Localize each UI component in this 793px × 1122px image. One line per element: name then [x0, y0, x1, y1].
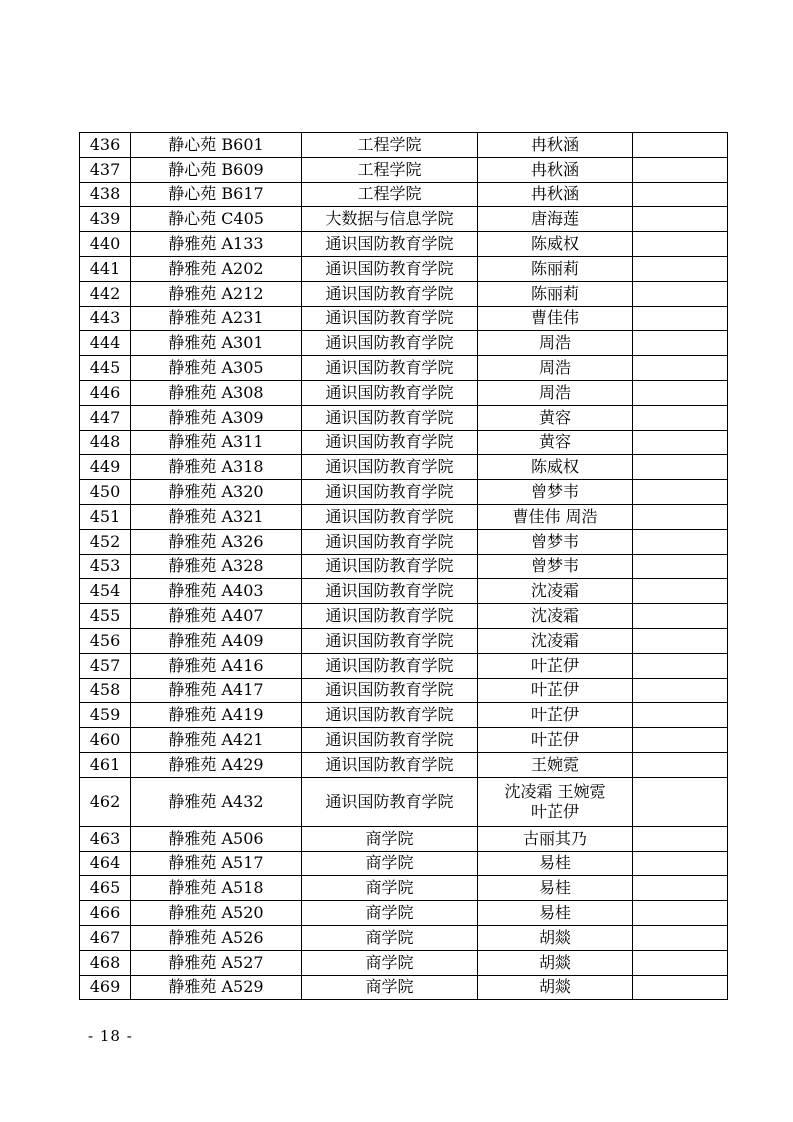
table-row [80, 306, 728, 331]
row-number-cell: 463 [80, 826, 131, 851]
room-cell: 静雅苑 A318 [131, 455, 302, 480]
row-number-cell: 465 [80, 876, 131, 901]
table-row [80, 331, 728, 356]
row-number-cell: 466 [80, 901, 131, 926]
college-cell: 通识国防教育学院 [302, 579, 478, 604]
person-cell [478, 777, 633, 826]
person-cell: 周浩 [478, 380, 633, 405]
row-number-cell: 444 [80, 331, 131, 356]
table-row [80, 728, 728, 753]
person-cell: 陈威权 [478, 455, 633, 480]
row-number-cell: 469 [80, 975, 131, 1000]
room-cell: 静雅苑 A231 [131, 306, 302, 331]
row-number-cell: 436 [80, 133, 131, 158]
college-cell: 商学院 [302, 851, 478, 876]
person-cell: 冉秋涵 [478, 133, 633, 158]
dormitory-table [79, 132, 728, 1000]
person-cell: 陈威权 [478, 232, 633, 257]
person-cell: 易桂 [478, 851, 633, 876]
college-cell: 通识国防教育学院 [302, 430, 478, 455]
note-cell [633, 306, 728, 331]
college-cell: 商学院 [302, 876, 478, 901]
college-cell: 工程学院 [302, 157, 478, 182]
room-cell: 静雅苑 A212 [131, 281, 302, 306]
person-cell: 陈丽莉 [478, 256, 633, 281]
college-cell: 通识国防教育学院 [302, 504, 478, 529]
note-cell [633, 504, 728, 529]
page-number: - 18 - [88, 1027, 133, 1045]
college-cell: 通识国防教育学院 [302, 554, 478, 579]
table-row [80, 925, 728, 950]
person-cell: 周浩 [478, 356, 633, 381]
person-cell: 易桂 [478, 876, 633, 901]
room-cell: 静雅苑 A305 [131, 356, 302, 381]
room-cell: 静雅苑 A320 [131, 480, 302, 505]
row-number-cell: 454 [80, 579, 131, 604]
table-row [80, 504, 728, 529]
room-cell: 静雅苑 A311 [131, 430, 302, 455]
college-cell: 工程学院 [302, 182, 478, 207]
row-number-cell: 446 [80, 380, 131, 405]
person-cell: 黄容 [478, 405, 633, 430]
note-cell [633, 678, 728, 703]
row-number-cell: 460 [80, 728, 131, 753]
row-number-cell: 437 [80, 157, 131, 182]
note-cell [633, 752, 728, 777]
college-cell: 商学院 [302, 901, 478, 926]
table-row [80, 678, 728, 703]
row-number-cell: 468 [80, 950, 131, 975]
table-row [80, 777, 728, 826]
room-cell: 静雅苑 A417 [131, 678, 302, 703]
college-cell: 通识国防教育学院 [302, 604, 478, 629]
table-row [80, 405, 728, 430]
college-cell: 商学院 [302, 950, 478, 975]
table-row [80, 579, 728, 604]
room-cell: 静雅苑 A506 [131, 826, 302, 851]
table-row [80, 529, 728, 554]
table-row [80, 207, 728, 232]
row-number-cell: 447 [80, 405, 131, 430]
note-cell [633, 133, 728, 158]
person-cell: 胡燚 [478, 950, 633, 975]
room-cell: 静雅苑 A308 [131, 380, 302, 405]
college-cell: 通识国防教育学院 [302, 703, 478, 728]
table-row [80, 876, 728, 901]
note-cell [633, 256, 728, 281]
row-number-cell: 439 [80, 207, 131, 232]
row-number-cell: 459 [80, 703, 131, 728]
person-cell: 黄容 [478, 430, 633, 455]
table-row [80, 554, 728, 579]
note-cell [633, 703, 728, 728]
table-row [80, 480, 728, 505]
person-cell: 沈凌霜 [478, 604, 633, 629]
table-row [80, 851, 728, 876]
person-cell: 古丽其乃 [478, 826, 633, 851]
note-cell [633, 232, 728, 257]
college-cell: 通识国防教育学院 [302, 356, 478, 381]
room-cell: 静雅苑 A309 [131, 405, 302, 430]
note-cell [633, 480, 728, 505]
person-cell: 曾梦韦 [478, 554, 633, 579]
note-cell [633, 728, 728, 753]
college-cell: 通识国防教育学院 [302, 281, 478, 306]
table-row [80, 356, 728, 381]
note-cell [633, 975, 728, 1000]
college-cell: 通识国防教育学院 [302, 728, 478, 753]
table-row [80, 380, 728, 405]
row-number-cell: 453 [80, 554, 131, 579]
table-row [80, 975, 728, 1000]
note-cell [633, 281, 728, 306]
table-row [80, 604, 728, 629]
table-row [80, 826, 728, 851]
note-cell [633, 380, 728, 405]
row-number-cell: 443 [80, 306, 131, 331]
person-cell: 唐海莲 [478, 207, 633, 232]
note-cell [633, 554, 728, 579]
person-cell: 周浩 [478, 331, 633, 356]
room-cell: 静雅苑 A429 [131, 752, 302, 777]
note-cell [633, 331, 728, 356]
college-cell: 商学院 [302, 826, 478, 851]
note-cell [633, 356, 728, 381]
room-cell: 静雅苑 A416 [131, 653, 302, 678]
note-cell [633, 529, 728, 554]
person-cell: 沈凌霜 [478, 628, 633, 653]
person-cell: 曹佳伟 周浩 [478, 504, 633, 529]
person-cell: 胡燚 [478, 975, 633, 1000]
note-cell [633, 950, 728, 975]
note-cell [633, 826, 728, 851]
person-cell: 陈丽莉 [478, 281, 633, 306]
row-number-cell: 441 [80, 256, 131, 281]
person-cell: 叶芷伊 [478, 703, 633, 728]
person-cell: 易桂 [478, 901, 633, 926]
note-cell [633, 777, 728, 826]
row-number-cell: 438 [80, 182, 131, 207]
row-number-cell: 448 [80, 430, 131, 455]
college-cell: 工程学院 [302, 133, 478, 158]
person-cell: 沈凌霜 [478, 579, 633, 604]
row-number-cell: 440 [80, 232, 131, 257]
room-cell: 静心苑 B617 [131, 182, 302, 207]
note-cell [633, 430, 728, 455]
note-cell [633, 851, 728, 876]
room-cell: 静雅苑 A432 [131, 777, 302, 826]
row-number-cell: 456 [80, 628, 131, 653]
room-cell: 静雅苑 A328 [131, 554, 302, 579]
row-number-cell: 442 [80, 281, 131, 306]
person-cell: 曹佳伟 [478, 306, 633, 331]
room-cell: 静雅苑 A321 [131, 504, 302, 529]
room-cell: 静雅苑 A326 [131, 529, 302, 554]
table-row [80, 901, 728, 926]
person-cell: 叶芷伊 [478, 728, 633, 753]
note-cell [633, 157, 728, 182]
person-cell: 王婉霓 [478, 752, 633, 777]
table-row [80, 628, 728, 653]
row-number-cell: 458 [80, 678, 131, 703]
row-number-cell: 451 [80, 504, 131, 529]
note-cell [633, 405, 728, 430]
person-cell: 胡燚 [478, 925, 633, 950]
person-cell: 叶芷伊 [478, 653, 633, 678]
college-cell: 通识国防教育学院 [302, 455, 478, 480]
room-cell: 静心苑 B609 [131, 157, 302, 182]
table-row [80, 232, 728, 257]
room-cell: 静心苑 B601 [131, 133, 302, 158]
room-cell: 静雅苑 A421 [131, 728, 302, 753]
row-number-cell: 461 [80, 752, 131, 777]
room-cell: 静雅苑 A301 [131, 331, 302, 356]
table-row [80, 157, 728, 182]
row-number-cell: 455 [80, 604, 131, 629]
college-cell: 通识国防教育学院 [302, 777, 478, 826]
college-cell: 商学院 [302, 925, 478, 950]
table-body [80, 133, 728, 1000]
person-cell: 冉秋涵 [478, 157, 633, 182]
table-row [80, 281, 728, 306]
college-cell: 通识国防教育学院 [302, 331, 478, 356]
room-cell: 静雅苑 A526 [131, 925, 302, 950]
college-cell: 通识国防教育学院 [302, 306, 478, 331]
table-row [80, 133, 728, 158]
room-cell: 静雅苑 A518 [131, 876, 302, 901]
row-number-cell: 467 [80, 925, 131, 950]
person-cell: 冉秋涵 [478, 182, 633, 207]
note-cell [633, 628, 728, 653]
college-cell: 通识国防教育学院 [302, 256, 478, 281]
note-cell [633, 207, 728, 232]
person-cell: 曾梦韦 [478, 480, 633, 505]
row-number-cell: 449 [80, 455, 131, 480]
room-cell: 静雅苑 A529 [131, 975, 302, 1000]
note-cell [633, 455, 728, 480]
room-cell: 静雅苑 A409 [131, 628, 302, 653]
person-cell: 曾梦韦 [478, 529, 633, 554]
room-cell: 静雅苑 A517 [131, 851, 302, 876]
table-row [80, 182, 728, 207]
table-row [80, 455, 728, 480]
note-cell [633, 604, 728, 629]
person-cell: 叶芷伊 [478, 678, 633, 703]
college-cell: 通识国防教育学院 [302, 678, 478, 703]
room-cell: 静雅苑 A202 [131, 256, 302, 281]
room-cell: 静雅苑 A419 [131, 703, 302, 728]
table-row [80, 256, 728, 281]
college-cell: 大数据与信息学院 [302, 207, 478, 232]
note-cell [633, 876, 728, 901]
college-cell: 通识国防教育学院 [302, 480, 478, 505]
college-cell: 通识国防教育学院 [302, 628, 478, 653]
room-cell: 静雅苑 A407 [131, 604, 302, 629]
table-row [80, 653, 728, 678]
note-cell [633, 925, 728, 950]
person-line: 沈凌霜 王婉霓 [504, 781, 606, 801]
college-cell: 通识国防教育学院 [302, 232, 478, 257]
table-row [80, 703, 728, 728]
room-cell: 静雅苑 A527 [131, 950, 302, 975]
row-number-cell: 457 [80, 653, 131, 678]
table-row [80, 950, 728, 975]
college-cell: 通识国防教育学院 [302, 529, 478, 554]
college-cell: 通识国防教育学院 [302, 405, 478, 430]
college-cell: 通识国防教育学院 [302, 380, 478, 405]
room-cell: 静雅苑 A403 [131, 579, 302, 604]
person-line: 叶芷伊 [530, 801, 579, 821]
room-cell: 静心苑 C405 [131, 207, 302, 232]
note-cell [633, 182, 728, 207]
row-number-cell: 462 [80, 777, 131, 826]
row-number-cell: 445 [80, 356, 131, 381]
note-cell [633, 901, 728, 926]
table-row [80, 430, 728, 455]
row-number-cell: 450 [80, 480, 131, 505]
college-cell: 通识国防教育学院 [302, 653, 478, 678]
note-cell [633, 653, 728, 678]
row-number-cell: 452 [80, 529, 131, 554]
college-cell: 商学院 [302, 975, 478, 1000]
table-row [80, 752, 728, 777]
room-cell: 静雅苑 A133 [131, 232, 302, 257]
college-cell: 通识国防教育学院 [302, 752, 478, 777]
row-number-cell: 464 [80, 851, 131, 876]
room-cell: 静雅苑 A520 [131, 901, 302, 926]
note-cell [633, 579, 728, 604]
